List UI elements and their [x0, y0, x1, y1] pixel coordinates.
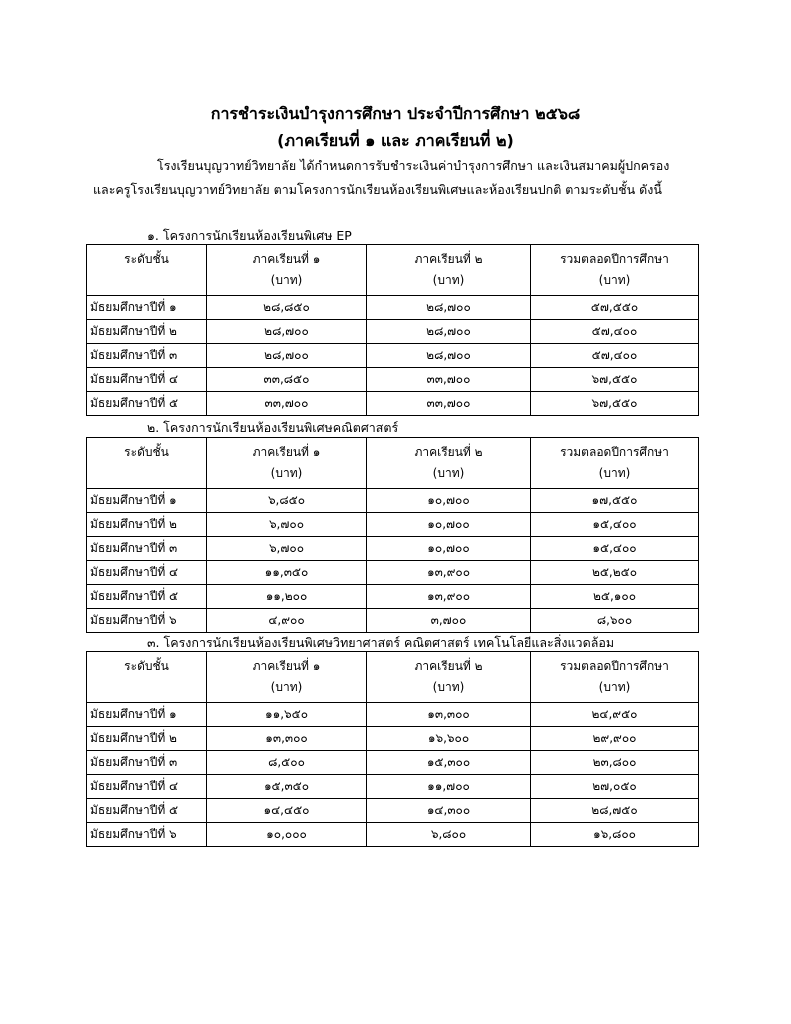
cell-term1: ๑๑,๒๐๐ [207, 585, 367, 609]
table-row [87, 775, 699, 799]
cell-term2: ๓๓,๗๐๐ [367, 368, 531, 392]
cell-total: ๒๘,๗๕๐ [531, 799, 699, 823]
table-row [87, 609, 699, 633]
cell-term2: ๓๓,๗๐๐ [367, 392, 531, 416]
cell-level: มัธยมศึกษาปีที่ ๓ [87, 751, 207, 775]
table-row [87, 799, 699, 823]
cell-total: ๑๕,๔๐๐ [531, 513, 699, 537]
cell-level: มัธยมศึกษาปีที่ ๕ [87, 799, 207, 823]
header-term1: ภาคเรียนที่ ๑ (บาท) [207, 438, 367, 489]
cell-total: ๕๗,๔๐๐ [531, 320, 699, 344]
cell-term1: ๖,๗๐๐ [207, 513, 367, 537]
header-level: ระดับชั้น [87, 245, 207, 296]
cell-term2: ๑๑,๗๐๐ [367, 775, 531, 799]
table-row [87, 320, 699, 344]
cell-term2: ๑๐,๗๐๐ [367, 513, 531, 537]
table-header-row [87, 438, 699, 489]
cell-term1: ๒๘,๗๐๐ [207, 344, 367, 368]
cell-level: มัธยมศึกษาปีที่ ๓ [87, 537, 207, 561]
header-total: รวมตลอดปีการศึกษา (บาท) [531, 245, 699, 296]
cell-level: มัธยมศึกษาปีที่ ๒ [87, 727, 207, 751]
cell-total: ๑๕,๔๐๐ [531, 537, 699, 561]
cell-term2: ๑๐,๗๐๐ [367, 489, 531, 513]
cell-term2: ๒๘,๗๐๐ [367, 344, 531, 368]
table-header-row [87, 652, 699, 703]
cell-level: มัธยมศึกษาปีที่ ๔ [87, 368, 207, 392]
document-title: การชำระเงินบำรุงการศึกษา ประจำปีการศึกษา ๒๕๖๘ [210, 104, 581, 123]
cell-total: ๑๖,๘๐๐ [531, 823, 699, 847]
table-row [87, 703, 699, 727]
document-subtitle: (ภาคเรียนที่ ๑ และ ภาคเรียนที่ ๒) [277, 131, 514, 150]
header-level: ระดับชั้น [87, 438, 207, 489]
cell-term1: ๑๑,๖๕๐ [207, 703, 367, 727]
cell-term1: ๑๐,๐๐๐ [207, 823, 367, 847]
table-row [87, 368, 699, 392]
cell-term2: ๑๓,๙๐๐ [367, 585, 531, 609]
header-term2: ภาคเรียนที่ ๒ (บาท) [367, 652, 531, 703]
cell-total: ๒๙,๙๐๐ [531, 727, 699, 751]
cell-term1: ๖,๘๕๐ [207, 489, 367, 513]
cell-term1: ๒๘,๘๕๐ [207, 296, 367, 320]
cell-level: มัธยมศึกษาปีที่ ๑ [87, 489, 207, 513]
cell-level: มัธยมศึกษาปีที่ ๕ [87, 392, 207, 416]
cell-term2: ๒๘,๗๐๐ [367, 296, 531, 320]
cell-level: มัธยมศึกษาปีที่ ๔ [87, 775, 207, 799]
cell-level: มัธยมศึกษาปีที่ ๑ [87, 296, 207, 320]
section-title-math: ๒. โครงการนักเรียนห้องเรียนพิเศษคณิตศาสตร์ [147, 420, 399, 435]
cell-level: มัธยมศึกษาปีที่ ๒ [87, 320, 207, 344]
table-row [87, 344, 699, 368]
cell-total: ๖๗,๕๕๐ [531, 392, 699, 416]
table-row [87, 727, 699, 751]
cell-term1: ๓๓,๘๕๐ [207, 368, 367, 392]
cell-level: มัธยมศึกษาปีที่ ๓ [87, 344, 207, 368]
cell-term2: ๑๓,๓๐๐ [367, 703, 531, 727]
cell-term1: ๒๘,๗๐๐ [207, 320, 367, 344]
cell-term1: ๖,๗๐๐ [207, 537, 367, 561]
table-row [87, 751, 699, 775]
header-term2: ภาคเรียนที่ ๒ (บาท) [367, 438, 531, 489]
cell-level: มัธยมศึกษาปีที่ ๕ [87, 585, 207, 609]
cell-total: ๒๕,๑๐๐ [531, 585, 699, 609]
cell-total: ๒๗,๐๕๐ [531, 775, 699, 799]
cell-total: ๑๗,๕๕๐ [531, 489, 699, 513]
cell-total: ๖๗,๕๕๐ [531, 368, 699, 392]
table-row [87, 823, 699, 847]
cell-term2: ๑๓,๙๐๐ [367, 561, 531, 585]
cell-total: ๘,๖๐๐ [531, 609, 699, 633]
cell-term1: ๔,๙๐๐ [207, 609, 367, 633]
cell-total: ๒๕,๒๕๐ [531, 561, 699, 585]
section-title-ep: ๑. โครงการนักเรียนห้องเรียนพิเศษ EP [147, 228, 352, 243]
intro-paragraph-line-1: โรงเรียนบุญวาทย์วิทยาลัย ได้กำหนดการรับชำระเงินค่าบำรุงการศึกษา และเงินสมาคมผู้ปกครอง [157, 158, 670, 173]
cell-term2: ๓,๗๐๐ [367, 609, 531, 633]
cell-level: มัธยมศึกษาปีที่ ๑ [87, 703, 207, 727]
table-row [87, 585, 699, 609]
table-row [87, 296, 699, 320]
cell-level: มัธยมศึกษาปีที่ ๒ [87, 513, 207, 537]
header-total: รวมตลอดปีการศึกษา (บาท) [531, 438, 699, 489]
cell-term2: ๖,๘๐๐ [367, 823, 531, 847]
cell-term1: ๘,๕๐๐ [207, 751, 367, 775]
intro-paragraph-line-2: และครูโรงเรียนบุญวาทย์วิทยาลัย ตามโครงการนักเรียนห้องเรียนพิเศษและห้องเรียนปกติ ตามระดับชั้น ดังนี้ [93, 182, 662, 197]
cell-level: มัธยมศึกษาปีที่ ๖ [87, 609, 207, 633]
cell-term2: ๑๐,๗๐๐ [367, 537, 531, 561]
table-row [87, 513, 699, 537]
table-row [87, 561, 699, 585]
cell-total: ๕๗,๕๕๐ [531, 296, 699, 320]
table-header-row [87, 245, 699, 296]
table-row [87, 392, 699, 416]
cell-term1: ๑๕,๓๕๐ [207, 775, 367, 799]
cell-term1: ๑๑,๓๕๐ [207, 561, 367, 585]
cell-total: ๒๓,๘๐๐ [531, 751, 699, 775]
cell-total: ๕๗,๔๐๐ [531, 344, 699, 368]
header-level: ระดับชั้น [87, 652, 207, 703]
header-total: รวมตลอดปีการศึกษา (บาท) [531, 652, 699, 703]
section-title-science: ๓. โครงการนักเรียนห้องเรียนพิเศษวิทยาศาสตร์ คณิตศาสตร์ เทคโนโลยีและสิ่งแวดล้อม [147, 635, 615, 650]
header-term1: ภาคเรียนที่ ๑ (บาท) [207, 652, 367, 703]
cell-level: มัธยมศึกษาปีที่ ๔ [87, 561, 207, 585]
header-term2: ภาคเรียนที่ ๒ (บาท) [367, 245, 531, 296]
cell-term1: ๑๔,๔๕๐ [207, 799, 367, 823]
cell-term2: ๑๕,๓๐๐ [367, 751, 531, 775]
cell-term1: ๓๓,๗๐๐ [207, 392, 367, 416]
cell-term2: ๒๘,๗๐๐ [367, 320, 531, 344]
cell-term2: ๑๖,๖๐๐ [367, 727, 531, 751]
table-row [87, 489, 699, 513]
fee-table-ep [86, 244, 699, 416]
cell-term1: ๑๓,๓๐๐ [207, 727, 367, 751]
cell-term2: ๑๔,๓๐๐ [367, 799, 531, 823]
fee-table-math [86, 437, 699, 633]
fee-table-science [86, 651, 699, 847]
table-row [87, 537, 699, 561]
header-term1: ภาคเรียนที่ ๑ (บาท) [207, 245, 367, 296]
cell-level: มัธยมศึกษาปีที่ ๖ [87, 823, 207, 847]
cell-total: ๒๔,๙๕๐ [531, 703, 699, 727]
